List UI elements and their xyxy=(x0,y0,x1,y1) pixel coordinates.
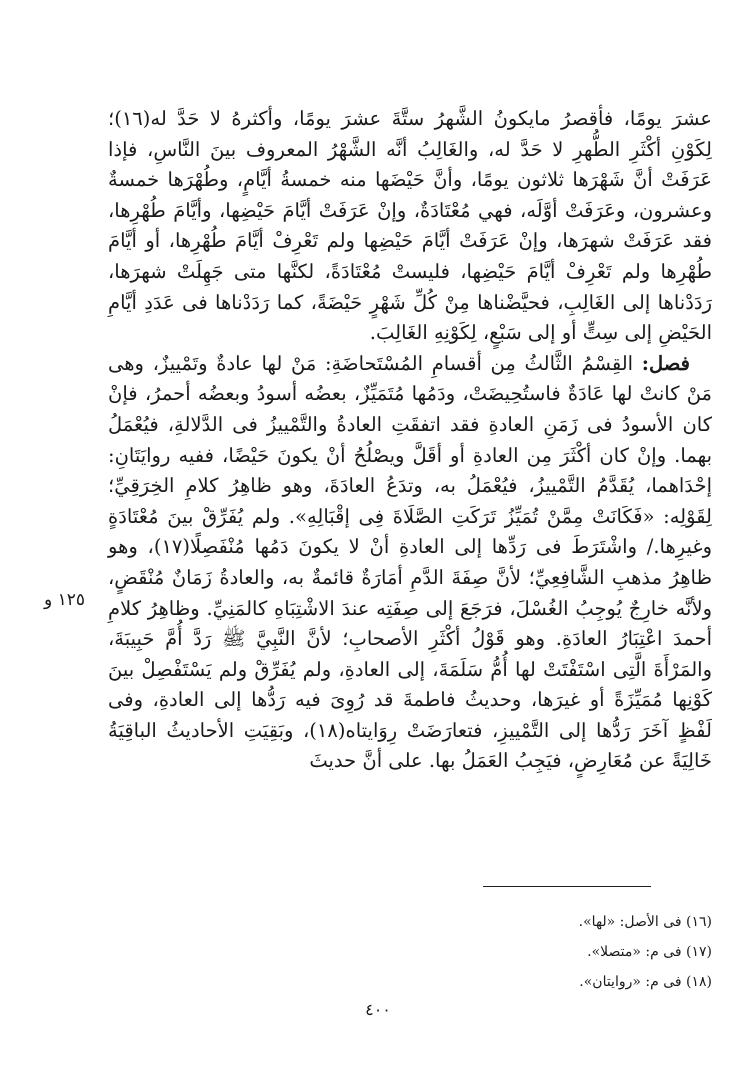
footnote-17: (١٧) فى م: «متصلا». xyxy=(587,944,712,960)
footnote-18: (١٨) فى م: «روايتان». xyxy=(579,974,712,990)
footnote-divider xyxy=(483,886,651,887)
section-heading: فصل: xyxy=(641,351,690,375)
main-text xyxy=(108,104,712,777)
footnotes xyxy=(300,907,712,997)
manuscript-folio-marker: ١٢٥ و xyxy=(44,590,86,610)
paragraph-1: عشرَ يومًا، فأقصرُ مايكونُ الشَّهرُ ستَّةَ عشرَ يومًا، وأكثرهُ لا حَدَّ له(١٦)؛ لِكَوْنِ أكْثَرِ الطُّهرِ لا حَدَّ له، والغَالِبُ أنَّه الشَّهْرُ المعروف بينَ النَّاسِ، فإذا عَرَفَتْ أنَّ شَهْرَها ثلاثون يومًا، وأنَّ حَيْضَها منه خمسةُ أيَّامٍ، وطُهْرَها خمسةٌ وعشرون، وعَرَفَتْ أوَّلَه، فهي مُعْتَادَةٌ، وإنْ عَرَفَتْ أيَّامَ حَيْضِها، وأيَّامَ طُهْرِها، فقد عَرَفَتْ شهرَها، وإنْ عَرَفَتْ أيَّامَ حَيْضِها ولم تَعْرِفْ أيَّامَ طُهْرِها، أو أيَّامَ طُهْرِها ولم تَعْرِفْ أيَّامَ حَيْضِها، فليستْ مُعْتَادَةً، لكنَّها متى جَهِلَتْ شهرَها، رَدَدْناها إلى الغَالِبِ، فحيَّضْناها مِنْ كُلِّ شَهْرٍ حَيْضَةً، كما رَدَدْناها فى عَدَدِ أيَّامِ الحَيْضِ إلى سِتٍّ أو إلى سَبْعٍ، لِكَوْنِهِ الغَالِبَ. xyxy=(108,107,712,345)
page-number: ٤٠٠ xyxy=(365,1000,391,1019)
footnote-16: (١٦) فى الأصل: «لها». xyxy=(578,914,712,930)
paragraph-2 xyxy=(108,349,712,777)
paragraph-2-text: القِسْمُ الثَّالثُ مِن أقسامِ المُسْتَحاضَةِ: مَنْ لها عادةٌ وتَمْييزٌ، وهى مَنْ كانتْ لها عَادَةٌ فاستُحِيضَتْ، ودَمُها مُتَمَيِّزٌ، بعضُه أسودُ وبعضُه أحمرُ، فإنْ كان الأسودُ فى زَمَنِ العادةِ فقد اتفقَتِ العادةُ والتَّمْييزُ فى الدَّلالةِ، فيُعْمَلُ بهما. وإنْ كان أكْثَرَ مِن العادةِ أو أقَلَّ ويصْلُحُ أنْ يكونَ حَيْضًا، ففيه روايَتَانِ: إحْدَاهما، يُقَدَّمُ التَّمْييزُ، فيُعْمَلُ به، وتدَعُ العادَةَ، وهو ظاهِرُ كلامِ الخِرَقِيِّ؛ لِقَوْلِه: «فَكَانَتْ مِمَّنْ تُمَيِّزُ تَرَكَتِ الصَّلَاةَ فِى إقْبَالِهِ». ولم يُفَرِّقْ بينَ مُعْتَادَةٍ وغيرِها./ واشْتَرَطَ فى رَدِّها إلى العادةِ أنْ لا يكونَ دَمُها مُنْفَصِلًا(١٧)، وهو ظاهِرُ مذهبِ الشَّافِعِيِّ؛ لأنَّ صِفَةَ الدَّمِ أمَارَةٌ قائمةٌ به، والعادةُ زَمَانٌ مُنْقَضٍ، ولأنَّه خارِجٌ يُوجِبُ الغُسْلَ، فرَجَعَ إلى صِفَتِه عندَ الاشْتِبَاهِ كالمَنِيِّ. وظاهِرُ كلامِ أحمدَ اعْتِبَارُ العادَةِ. وهو قَوْلُ أكْثَرِ الأصحابِ؛ لأنَّ النَّبِيَّ ﷺ رَدَّ أُمَّ حَبِيبَةَ، والمَرْأَةَ الَّتِى اسْتَفْتَتْ لها أُمُّ سَلَمَةَ، إلى العادةِ، ولم يُفَرِّقْ ولم يَسْتَفْصِلْ بينَ كَوْنِها مُمَيِّزَةً أو غيرَها، وحديثُ فاطمةَ قد رُوِىَ فيه رَدُّها إلى العادةِ، وفى لَفْظٍ آخَرَ رَدُّها إلى التَّمْييزِ، فتعارَضَتْ رِوَايتاه(١٨)، وبَقِيَتِ الأحاديثُ الباقِيَةُ خَالِيَةً عن مُعَارِضٍ، فيَجِبُ العَمَلُ بها. على أنَّ حديثَ xyxy=(108,351,713,773)
